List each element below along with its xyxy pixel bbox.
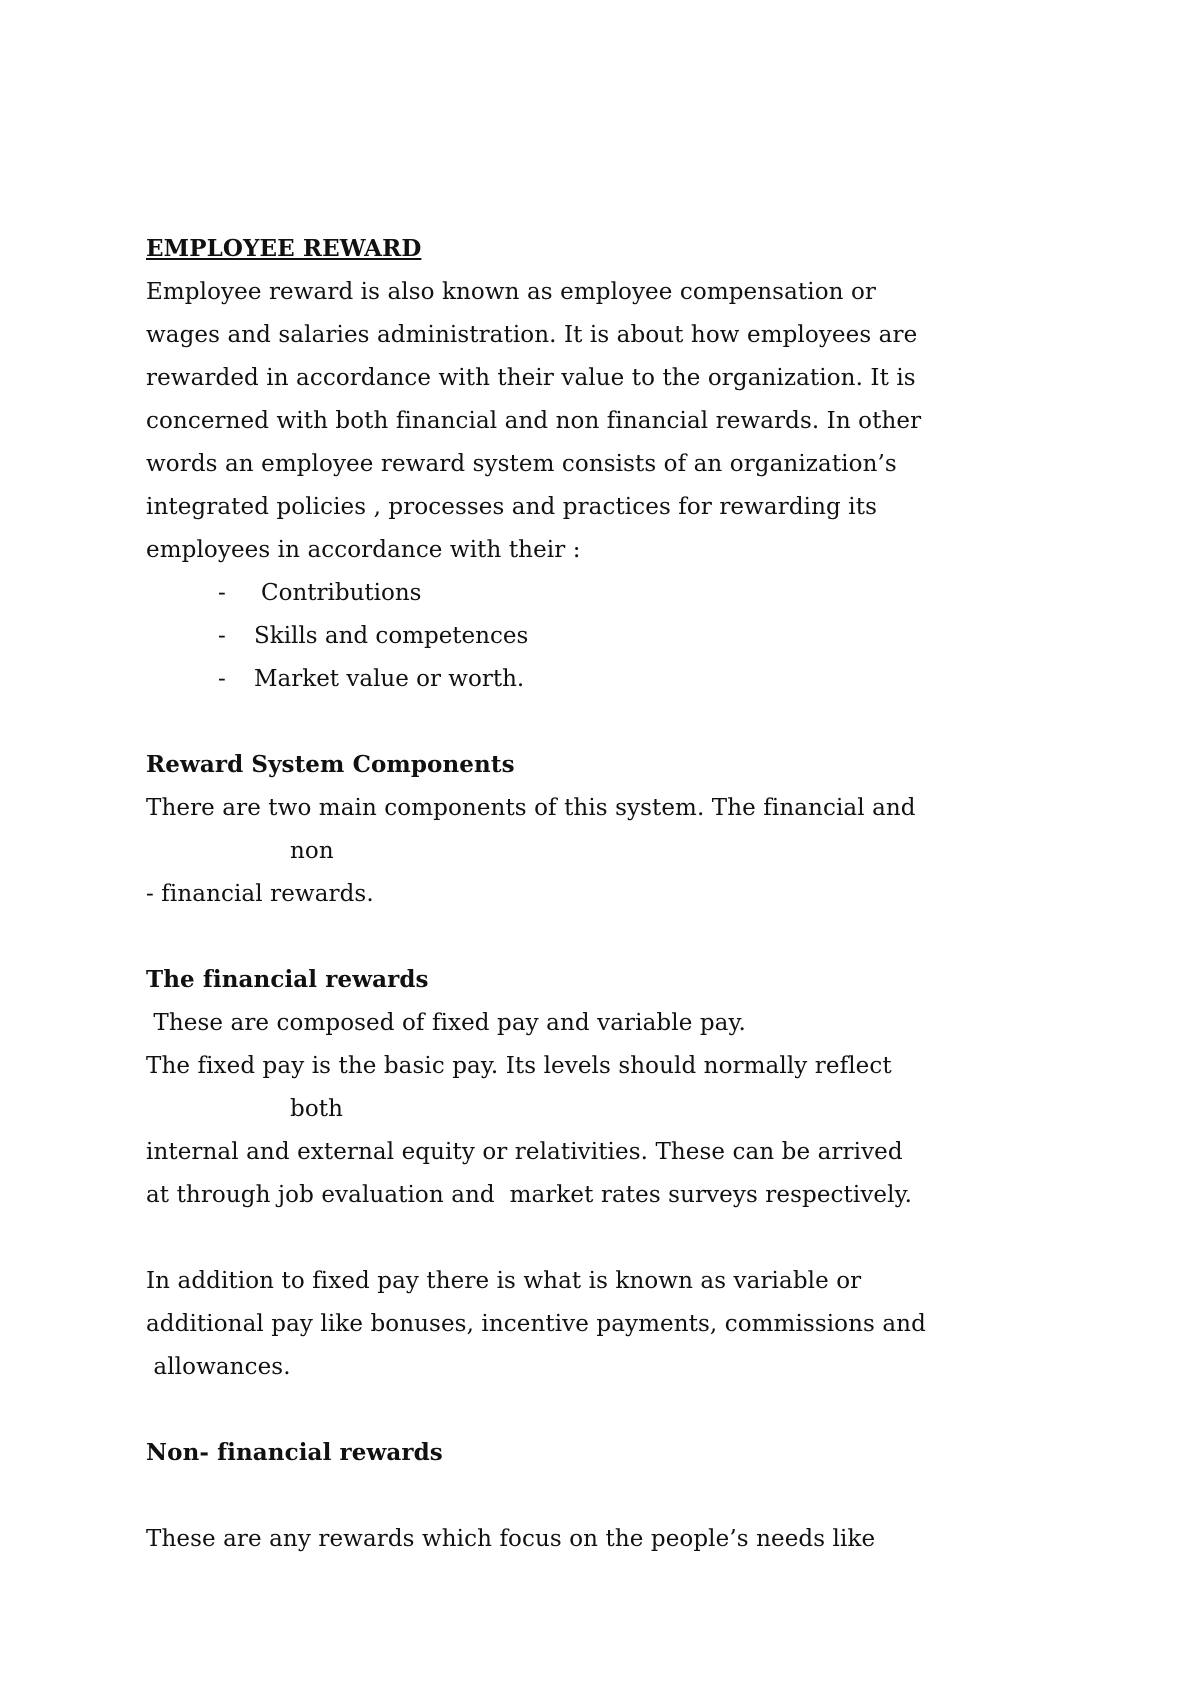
intro-line: wages and salaries administration. It is about how employees are — [146, 322, 918, 348]
section-heading-non-financial: Non- financial rewards — [146, 1439, 443, 1466]
additional-pay-line: allowances. — [146, 1354, 291, 1380]
intro-line: Employee reward is also known as employee compensation or — [146, 279, 877, 305]
non-financial-line: These are any rewards which focus on the people’s needs like — [146, 1526, 876, 1552]
bullet-dash: - — [218, 623, 226, 649]
additional-pay-line: additional pay like bonuses, incentive payments, commissions and — [146, 1311, 926, 1337]
components-line: There are two main components of this system. The financial and — [146, 795, 916, 821]
bullet-dash: - — [218, 666, 226, 692]
section-heading-financial: The financial rewards — [146, 966, 429, 993]
document-title: EMPLOYEE REWARD — [146, 235, 422, 262]
bullet-item-market-value: Market value or worth. — [254, 666, 525, 692]
section-heading-components: Reward System Components — [146, 751, 515, 778]
intro-line: employees in accordance with their : — [146, 537, 581, 563]
bullet-item-contributions: Contributions — [261, 580, 422, 606]
intro-line: rewarded in accordance with their value to the organization. It is — [146, 365, 916, 391]
financial-line: at through job evaluation and market rates surveys respectively. — [146, 1182, 913, 1208]
financial-line: internal and external equity or relativities. These can be arrived — [146, 1139, 903, 1165]
bullet-item-skills: Skills and competences — [254, 623, 529, 649]
financial-line: both — [290, 1096, 344, 1122]
intro-line: words an employee reward system consists of an organization’s — [146, 451, 897, 477]
bullet-dash: - — [218, 580, 226, 606]
intro-line: concerned with both financial and non financial rewards. In other — [146, 408, 922, 434]
components-line: - financial rewards. — [146, 881, 374, 907]
financial-line: These are composed of fixed pay and variable pay. — [146, 1010, 746, 1036]
components-line: non — [290, 838, 334, 864]
financial-line: The fixed pay is the basic pay. Its levels should normally reflect — [146, 1053, 892, 1079]
intro-line: integrated policies , processes and practices for rewarding its — [146, 494, 877, 520]
additional-pay-line: In addition to fixed pay there is what is known as variable or — [146, 1268, 862, 1294]
